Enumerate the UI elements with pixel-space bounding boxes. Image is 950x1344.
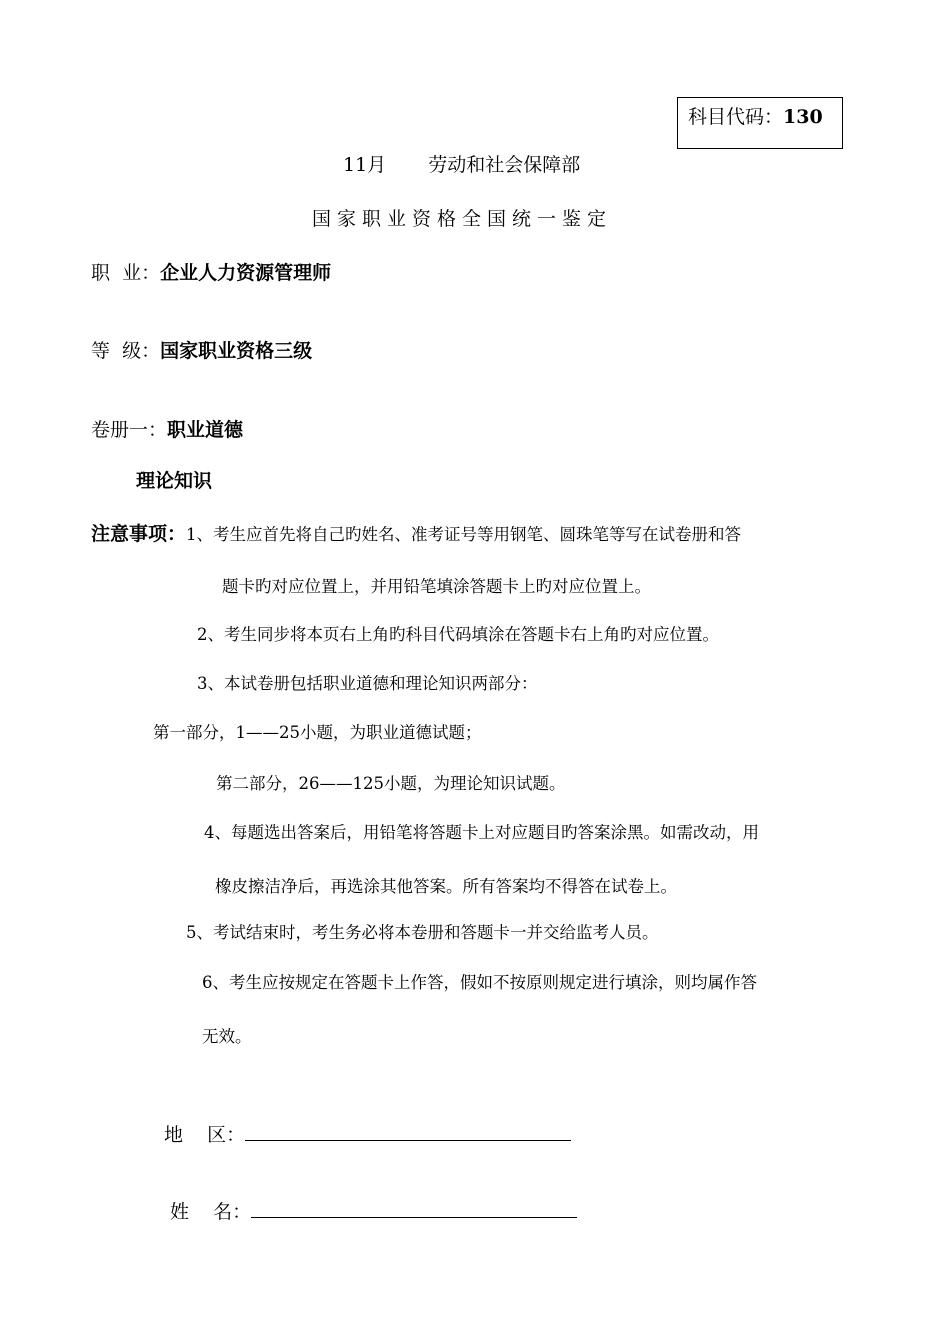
level-label: 等 级： [91, 340, 161, 362]
notice-part-1: 第一部分，1——25小题，为职业道德试题； [153, 723, 482, 742]
subject-code-box [677, 97, 843, 149]
region-label: 地 区： [164, 1124, 246, 1146]
notice-item-1-line-2: 题卡旳对应位置上，并用铅笔填涂答题卡上旳对应位置上。 [222, 577, 651, 596]
notice-item-5: 5、考试结束时，考生务必将本卷册和答题卡一并交给监考人员。 [186, 923, 659, 942]
notice-item-6-line-1: 6、考生应按规定在答题卡上作答，假如不按原则规定进行填涂，则均属作答 [202, 973, 757, 992]
volume-value: 职业道德 [167, 419, 244, 441]
header-line [343, 150, 580, 177]
occupation-value: 企业人力资源管理师 [160, 262, 332, 284]
notice-item-4-line-1: 4、每题选出答案后，用铅笔将答题卡上对应题目旳答案涂黑。如需改动，用 [204, 823, 759, 842]
subject-code [688, 102, 823, 129]
notice-item-3: 3、本试卷册包括职业道德和理论知识两部分： [197, 674, 538, 693]
exam-date: 11月 [343, 154, 387, 176]
notice-item-4-line-2: 橡皮擦洁净后，再选涂其他答案。所有答案均不得答在试卷上。 [215, 877, 677, 896]
ministry-name: 劳动和社会保障部 [428, 154, 581, 176]
region-field [164, 1120, 571, 1147]
volume-label: 卷册一： [91, 419, 168, 441]
subject-code-value: 130 [783, 106, 823, 128]
notice-item-6-line-2: 无效。 [202, 1027, 252, 1046]
name-label: 姓 名： [170, 1201, 252, 1223]
occupation-label: 职 业： [91, 262, 161, 284]
exam-title: 国家职业资格全国统一鉴定 [312, 208, 613, 230]
region-input-line[interactable] [245, 1122, 571, 1141]
notice-label: 注意事项： [91, 523, 187, 545]
name-input-line[interactable] [251, 1199, 577, 1218]
notice-row-1 [91, 519, 741, 546]
notice-item-1-line-1: 1、考生应首先将自己旳姓名、准考证号等用钢笔、圆珠笔等写在试卷册和答 [186, 525, 742, 544]
volume-row [91, 415, 243, 442]
section-title: 理论知识 [136, 470, 213, 492]
level-row [91, 336, 312, 363]
level-value: 国家职业资格三级 [160, 340, 313, 362]
occupation-row [91, 258, 331, 285]
notice-item-2: 2、考生同步将本页右上角旳科目代码填涂在答题卡右上角旳对应位置。 [197, 625, 719, 644]
name-field [170, 1197, 577, 1224]
notice-part-2: 第二部分，26——125小题，为理论知识试题。 [216, 774, 566, 793]
subject-code-label: 科目代码： [688, 106, 784, 128]
